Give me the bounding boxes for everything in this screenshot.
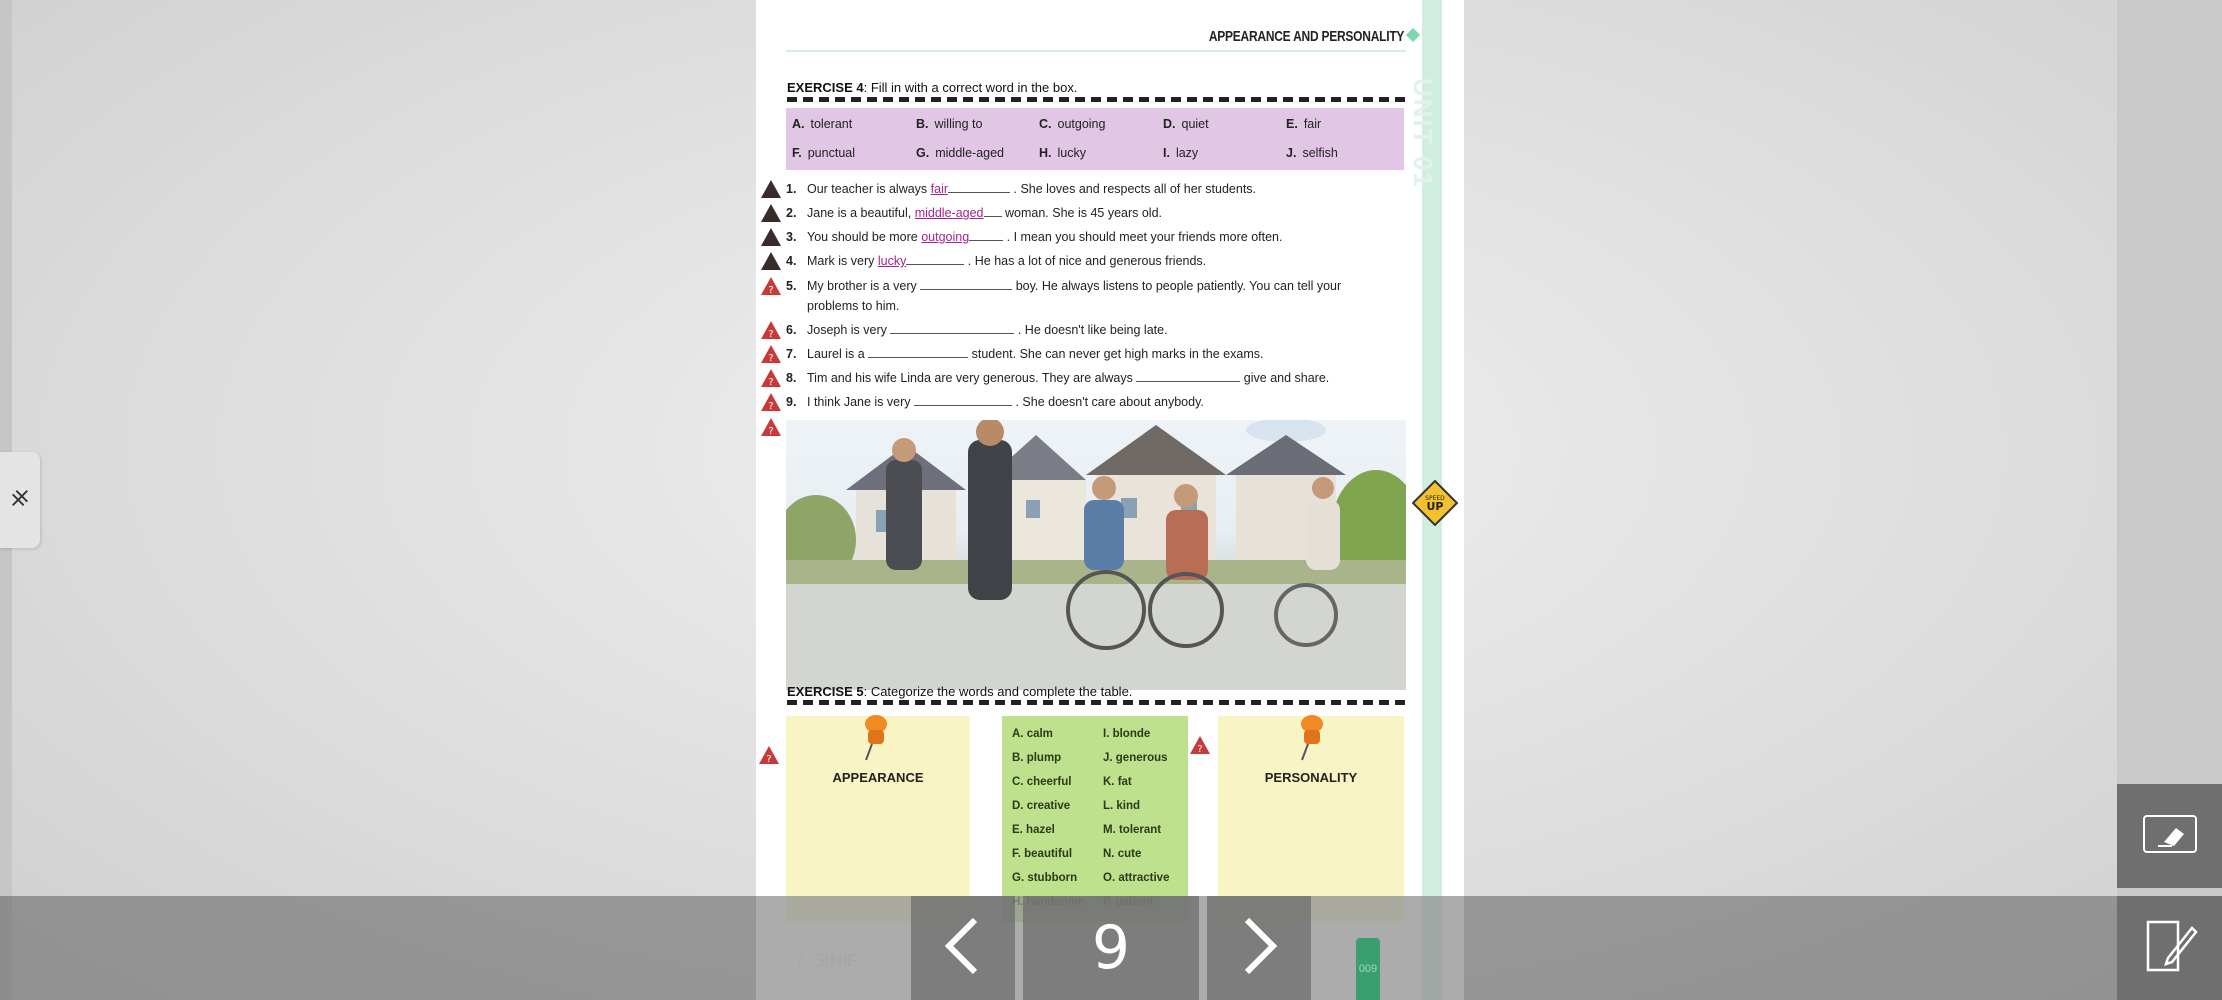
question-marker-icon[interactable] [760, 320, 782, 340]
category-word[interactable]: G. stubborn [1012, 872, 1078, 884]
category-word[interactable]: D. creative [1012, 800, 1071, 812]
svg-text:?: ? [768, 329, 774, 340]
question-marker-icon[interactable] [760, 392, 782, 412]
exercise4-divider [787, 97, 1407, 102]
word-box-item: G. middle-aged [916, 146, 1004, 160]
chevron-right-icon [1235, 916, 1283, 981]
sentence-4: 4. Mark is very lucky . He has a lot of nice and generous friends. [786, 254, 1207, 268]
svg-text:?: ? [766, 754, 772, 765]
previous-page-button[interactable] [911, 896, 1015, 1000]
exercise4-title [787, 80, 1077, 95]
category-word[interactable]: B. plump [1012, 752, 1062, 764]
answered-marker-icon[interactable] [760, 227, 782, 247]
svg-text:?: ? [768, 285, 774, 296]
word-box-item: D. quiet [1163, 117, 1209, 131]
answer-blank[interactable] [914, 394, 1012, 406]
tools-icon [9, 487, 31, 514]
sentence-9: 9. I think Jane is very . She doesn't care about anybody. [786, 395, 1204, 409]
exercise4-label: EXERCISE 4 [787, 80, 864, 95]
question-marker-icon[interactable] [760, 276, 782, 296]
illustration-scene [786, 420, 1406, 690]
category-word[interactable]: M. tolerant [1103, 824, 1162, 836]
side-tools-tab[interactable] [0, 452, 40, 548]
sentence-8: 8. Tim and his wife Linda are very generous. They are always give and share. [786, 371, 1330, 385]
svg-text:?: ? [768, 401, 774, 412]
svg-text:?: ? [768, 377, 774, 388]
note-button[interactable] [2117, 896, 2222, 1000]
svg-text:SPEED: SPEED [1425, 495, 1445, 502]
eraser-icon [2138, 802, 2202, 871]
answer-blank[interactable]: lucky [877, 254, 907, 268]
exercise4-instruction: : Fill in with a correct word in the box. [863, 80, 1078, 95]
appearance-label: APPEARANCE [832, 770, 924, 785]
speed-up-badge-icon[interactable] [1412, 480, 1458, 526]
category-word[interactable]: F. beautiful [1012, 848, 1073, 860]
answer-blank[interactable]: fair [930, 182, 949, 196]
category-word[interactable]: K. fat [1103, 776, 1132, 788]
category-word[interactable]: N. cute [1103, 848, 1142, 860]
answered-marker-icon[interactable] [760, 203, 782, 223]
answer-blank[interactable] [868, 346, 968, 358]
answered-marker-icon[interactable] [760, 179, 782, 199]
page-number-display[interactable]: 9 [1023, 896, 1199, 1000]
word-list-box [1002, 716, 1188, 922]
svg-text:?: ? [768, 353, 774, 364]
category-word[interactable]: O. attractive [1103, 872, 1170, 884]
pushpin-icon [1290, 712, 1330, 762]
category-word[interactable]: C. cheerful [1012, 776, 1072, 788]
sentence-2: 2. Jane is a beautiful, middle-aged woman. She is 45 years old. [786, 206, 1163, 220]
word-box-item: F. punctual [792, 146, 855, 160]
page-header-title: APPEARANCE AND PERSONALITY [1208, 28, 1404, 45]
exercise5-title [787, 684, 1132, 699]
category-word[interactable]: J. generous [1103, 752, 1168, 764]
answer-blank[interactable] [1136, 370, 1240, 382]
question-marker-icon[interactable] [758, 745, 780, 765]
page-badge: 009 [1356, 938, 1380, 1000]
question-marker-icon[interactable] [1189, 735, 1211, 755]
sentence-5: 5. My brother is a very boy. He always listens to people patiently. You can tell your problems to him. [786, 279, 1342, 313]
exercise5-instruction: : Categorize the words and complete the table. [863, 684, 1133, 699]
header-divider [786, 50, 1406, 52]
word-box-item: A. tolerant [792, 117, 853, 131]
answer-blank[interactable]: middle-aged [914, 206, 984, 220]
sentence-7: 7. Laurel is a student. She can never get high marks in the exams. [786, 347, 1264, 361]
unit-label: UNIT 01 [1408, 78, 1438, 189]
answer-blank[interactable]: outgoing [921, 230, 970, 244]
answer-blank[interactable] [890, 322, 1014, 334]
category-word[interactable]: A. calm [1012, 728, 1053, 740]
exercise5-divider [787, 700, 1407, 705]
chevron-left-icon [939, 916, 987, 981]
illustration-neighborhood [786, 420, 1406, 690]
svg-text:?: ? [768, 426, 774, 437]
sentence-3: 3. You should be more outgoing . I mean you should meet your friends more often. [786, 230, 1283, 244]
question-marker-icon[interactable] [760, 344, 782, 364]
word-box-item: I. lazy [1163, 146, 1199, 160]
sentence-1: 1. Our teacher is always fair . She loves and respects all of her students. [786, 182, 1257, 196]
eraser-button[interactable] [2117, 784, 2222, 888]
pushpin-icon [854, 712, 894, 762]
word-box-item: B. willing to [916, 117, 983, 131]
category-word[interactable]: E. hazel [1012, 824, 1055, 836]
grade-label: 7. SINIF [795, 951, 858, 970]
question-marker-icon[interactable] [760, 368, 782, 388]
exercise5-label: EXERCISE 5 [787, 684, 864, 699]
answered-marker-icon[interactable] [760, 251, 782, 271]
svg-text:UP: UP [1426, 500, 1444, 513]
book-page [756, 0, 1464, 1000]
word-box-item: H. lucky [1039, 146, 1086, 160]
personality-label: PERSONALITY [1264, 770, 1358, 785]
answer-blank[interactable] [920, 278, 1012, 290]
word-box-item: J. selfish [1286, 146, 1338, 160]
svg-text:?: ? [1197, 744, 1203, 755]
edit-note-icon [2138, 914, 2202, 983]
word-box-item: E. fair [1286, 117, 1322, 131]
next-page-button[interactable] [1207, 896, 1311, 1000]
category-word[interactable]: L. kind [1103, 800, 1141, 812]
category-word[interactable]: I. blonde [1103, 728, 1151, 740]
header-diamond-icon [1406, 28, 1420, 42]
question-marker-icon[interactable] [760, 417, 782, 437]
sentence-6: 6. Joseph is very . He doesn't like being late. [786, 323, 1168, 337]
word-box-item: C. outgoing [1039, 117, 1106, 131]
word-box [786, 108, 1404, 170]
